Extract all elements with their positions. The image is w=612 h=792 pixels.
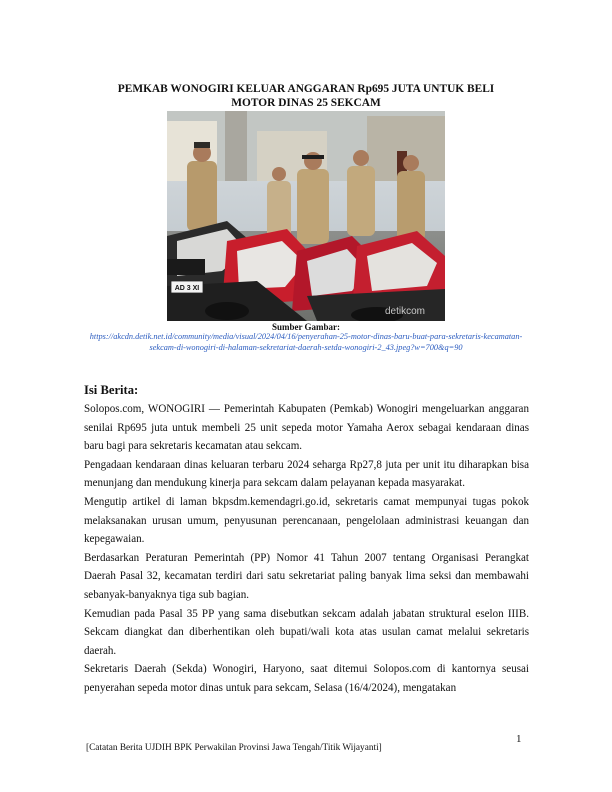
news-photo-illustration: [167, 111, 445, 321]
article-body: [84, 400, 529, 698]
paragraph: Kemudian pada Pasal 35 PP yang sama disebutkan sekcam adalah jabatan struktural eselon IIIB. Sekcam diangkat dan diberhentikan oleh bupati/wali kota atas usulan camat melalui sekretaris daerah.: [84, 607, 529, 657]
photo-watermark: detikcom: [384, 306, 425, 317]
image-caption-label: Sumber Gambar:: [271, 322, 341, 332]
image-source-link[interactable]: https://akcdn.detik.net.id/community/media/visual/2024/04/16/penyerahan-25-motor-dinas-baru-buat-para-sekretaris-kecamatan-sekcam-di-wonogiri-di-halaman-sekretariat-daerah-setda-wonogiri-2_43.jpeg?w=700&q=90: [89, 332, 523, 352]
section-heading: Isi Berita:: [84, 383, 139, 397]
paragraph: Pengadaan kendaraan dinas keluaran terbaru 2024 seharga Rp27,8 juta per unit itu diharapkan bisa menunjang dan mendukung kinerja para sekcam dalam pelayanan kepada masyarakat.: [84, 458, 529, 490]
footer-note: [Catatan Berita UJDIH BPK Perwakilan Provinsi Jawa Tengah/Titik Wijayanti]: [86, 743, 382, 753]
paragraph: Berdasarkan Peraturan Pemerintah (PP) Nomor 41 Tahun 2007 tentang Organisasi Perangkat Daerah Pasal 32, kecamatan terdiri dari satu sekretariat paling banyak lima seksi dan membawahi sebanyak-banyaknya tiga sub bagian.: [84, 551, 529, 601]
paragraph: Mengutip artikel di laman bkpsdm.kemendagri.go.id, sekretaris camat mempunyai tugas pokok melaksanakan urusan umum, penyusunan perencanaan, pengelolaan administrasi keuangan dan kepegawaian.: [84, 495, 529, 546]
page-number: 1: [516, 733, 522, 745]
title-line-1: PEMKAB WONOGIRI KELUAR ANGGARAN Rp695 JUTA UNTUK BELI: [117, 83, 495, 95]
news-photo: [167, 111, 445, 321]
photo-plate-text: AD 3 XI: [174, 285, 200, 292]
paragraph: Sekretaris Daerah (Sekda) Wonogiri, Haryono, saat ditemui Solopos.com di kantornya seusai penyerahan sepeda motor dinas untuk para sekcam, Selasa (16/4/2024), mengatakan: [84, 663, 529, 694]
title-line-2: MOTOR DINAS 25 SEKCAM: [231, 96, 381, 109]
document-title: [70, 83, 542, 110]
paragraph: Solopos.com, WONOGIRI — Pemerintah Kabupaten (Pemkab) Wonogiri mengeluarkan anggaran senilai Rp695 juta untuk membeli 25 unit sepeda motor Yamaha Aerox sebagai kendaraan dinas baru bagi para sekretaris kecamatan atau sekcam.: [84, 403, 529, 453]
